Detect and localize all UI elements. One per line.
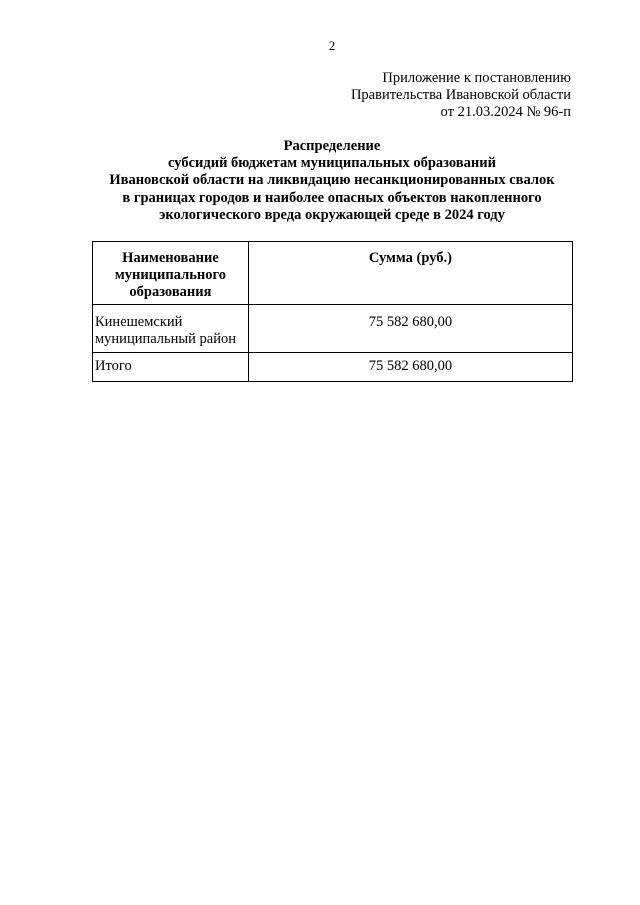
header-municipality-line-3: образования (129, 284, 212, 300)
total-sum: 75 582 680,00 (248, 353, 572, 382)
distribution-table (92, 241, 573, 382)
title-line-1: Распределение (283, 138, 381, 154)
title-line-3: Ивановской области на ликвидацию несанкционированных свалок (109, 172, 555, 189)
header-municipality (93, 242, 249, 305)
page-number: 2 (328, 38, 336, 53)
total-label: Итого (93, 353, 249, 382)
row-municipality-name (93, 305, 249, 353)
table-header-row (93, 242, 573, 305)
document-title (0, 138, 640, 224)
appendix-reference (351, 70, 571, 121)
row-name-line-2: муниципальный район (95, 331, 236, 347)
title-line-2: субсидий бюджетам муниципальных образований (168, 155, 496, 172)
table-row (93, 305, 573, 353)
row-name-line-1: Кинешемский (95, 314, 183, 330)
title-line-4: в границах городов и наиболее опасных объектов накопленного (122, 189, 542, 206)
row-sum: 75 582 680,00 (248, 305, 572, 353)
table-total-row (93, 353, 573, 382)
appendix-line-1: Приложение к постановлению (382, 70, 571, 86)
title-line-5: экологического вреда окружающей среде в 2024 году (159, 206, 505, 223)
appendix-line-3: от 21.03.2024 № 96-п (440, 104, 571, 120)
header-municipality-line-2: муниципального (114, 267, 227, 283)
header-municipality-line-1: Наименование (122, 250, 219, 266)
appendix-line-2: Правительства Ивановской области (350, 87, 571, 103)
header-sum: Сумма (руб.) (248, 242, 572, 305)
